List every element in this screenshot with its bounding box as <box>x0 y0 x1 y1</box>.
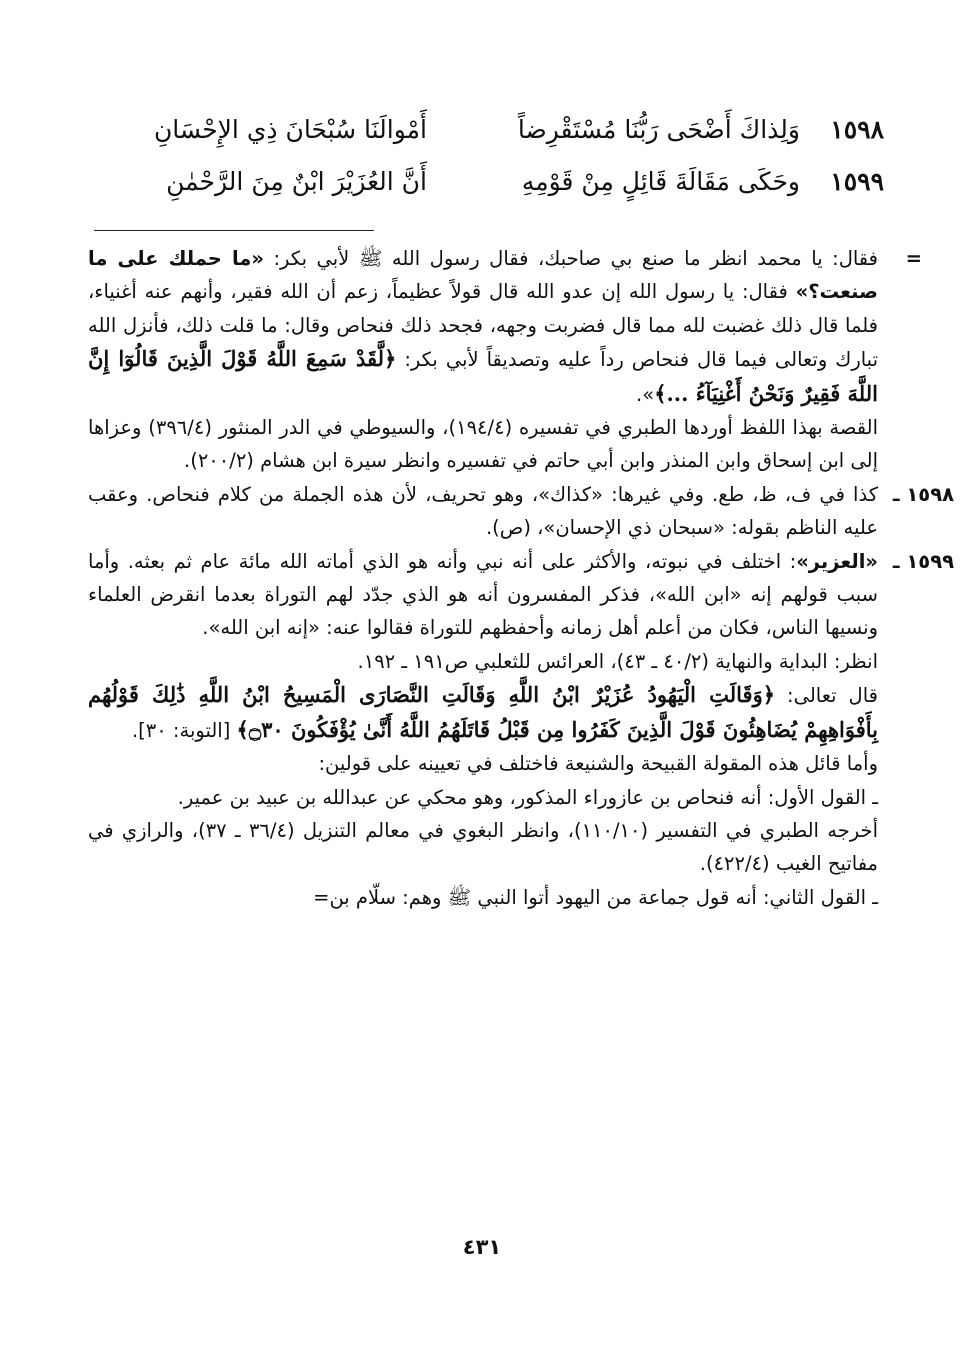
continuation-marker: = <box>905 247 922 270</box>
verse-number: ١٥٩٨ <box>830 115 884 144</box>
verse-second-hemistich: أَنَّ العُزَيْرَ ابْنٌ مِنَ الرَّحْمٰنِ <box>166 167 427 196</box>
verse-1598 <box>80 110 884 150</box>
footnote-text: كذا في ف، ظ، طع. وفي غيرها: «كذاك»، وهو تحريف، لأن هذه الجملة من كلام فنحاص. وعقب عليه الناظم بقوله: «سبحان ذي الإحسان»، (ص). <box>88 482 878 540</box>
footnote-text: ». <box>636 382 655 406</box>
footnote-headword: «العزير» <box>796 549 878 573</box>
footnotes <box>88 242 954 914</box>
page-number: ٤٣١ <box>462 1235 502 1259</box>
verse-number: ١٥٩٩ <box>830 167 884 196</box>
footnote-1599 <box>88 545 954 645</box>
footnote-number: ١٥٩٨ ـ <box>892 482 954 506</box>
footnote-paragraph: ـ القول الأول: أنه فنحاص بن عازوراء المذكور، وهو محكي عن عبدالله بن عبيد بن عمير. <box>177 785 878 809</box>
quran-verse: ﴿وَقَالَتِ الْيَهُودُ عُزَيْرٌ ابْنُ اللَّهِ وَقَالَتِ النَّصَارَى الْمَسِيحُ ابْنُ اللَّهِ ذَٰلِكَ قَوْلُهُم بِأَفْوَاهِهِمْ يُضَاهِئُونَ قَوْلَ الَّذِينَ كَفَرُوا مِن قَبْلُ قَاتَلَهُمُ اللَّهُ أَنَّىٰ يُؤْفَكُونَ ۝٣٠﴾ <box>88 682 878 742</box>
footnote-number: ١٥٩٩ ـ <box>892 549 954 573</box>
footnote-text: : اختلف في نبوته، والأكثر على أنه نبي وأنه هو الذي أماته الله مائة عام ثم بعثه. وأما سبب قولهم إنه «ابن الله»، فذكر المفسرون أنه هو الذي جدّد لهم التوراة بعدما انقرض العلماء ونسيها الناس، فكان من أعلم أهل زمانه وأحفظهم للتوراة فقالوا عنه: «إنه ابن الله». <box>88 549 878 640</box>
footnote-paragraph: أخرجه الطبري في التفسير (١١٠/١٠)، وانظر البغوي في معالم التنزيل (٣٦/٤ ـ ٣٧)، والرازي في مفاتيح الغيب (٤٢٢/٤). <box>88 818 878 876</box>
footnote-continued <box>88 242 922 411</box>
footnote-text: [التوبة: ٣٠]. <box>131 718 237 742</box>
footnote-bold-quote: «ما حملك على ما صنعت؟» <box>88 247 878 304</box>
verse-first-hemistich: وَلِذاكَ أَضْحَى رَبُّنَا مُسْتَقْرِضاً <box>517 115 800 144</box>
footnote-1598 <box>88 478 954 545</box>
footnote-paragraph: القصة بهذا اللفظ أوردها الطبري في تفسيره (١٩٤/٤)، والسيوطي في الدر المنثور (٣٩٦/٤) وعزاها إلى ابن إسحاق وابن المنذر وابن أبي حاتم في تفسيره وانظر سيرة ابن هشام (٢٠٠/٢). <box>88 416 878 473</box>
verse-second-hemistich: أَمْوالَنَا سُبْحَانَ ذِي الإِحْسَانِ <box>153 115 427 144</box>
footnote-text: قال تعالى: <box>775 684 878 708</box>
footnote-separator <box>94 230 374 231</box>
footnote-paragraph <box>88 678 878 747</box>
footnote-text: فقال: يا محمد انظر ما صنع بي صاحبك، فقال رسول الله ﷺ لأبي بكر: <box>263 247 878 270</box>
footnote-paragraph: وأما قائل هذه المقولة القبيحة والشنيعة فاختلف في تعيينه على قولين: <box>318 752 878 776</box>
footnote-text: فقال: يا رسول الله إن عدو الله قال قولاً عظيماً، زعم أن الله فقير، وأنهم عنه أغنياء، فلما قال ذلك غضبت لله مما قال فضربت وجهه، فجحد ذلك فنحاص وقال: ما قلت ذلك، فأنزل الله تبارك وتعالى فيما قال فنحاص رداً عليه وتصديقاً لأبي بكر: <box>88 280 878 372</box>
footnote-paragraph: ـ القول الثاني: أنه قول جماعة من اليهود أتوا النبي ﷺ وهم: سلّام بن= <box>313 885 878 909</box>
footnote-paragraph: انظر: البداية والنهاية (٤٠/٢ ـ ٤٣)، العرائس للثعلبي ص١٩١ ـ ١٩٢. <box>357 649 878 673</box>
verse-first-hemistich: وحَكَى مَقَالَةَ قَائِلٍ مِنْ قَوْمِهِ <box>521 167 800 196</box>
quran-verse: ﴿لَّقَدْ سَمِعَ اللَّهُ قَوْلَ الَّذِينَ قَالُوٓا إِنَّ اللَّهَ فَقِيرٌ وَنَحْنُ أَغْنِيَآءُ ...﴾ <box>88 346 878 406</box>
verse-1599 <box>80 162 884 202</box>
